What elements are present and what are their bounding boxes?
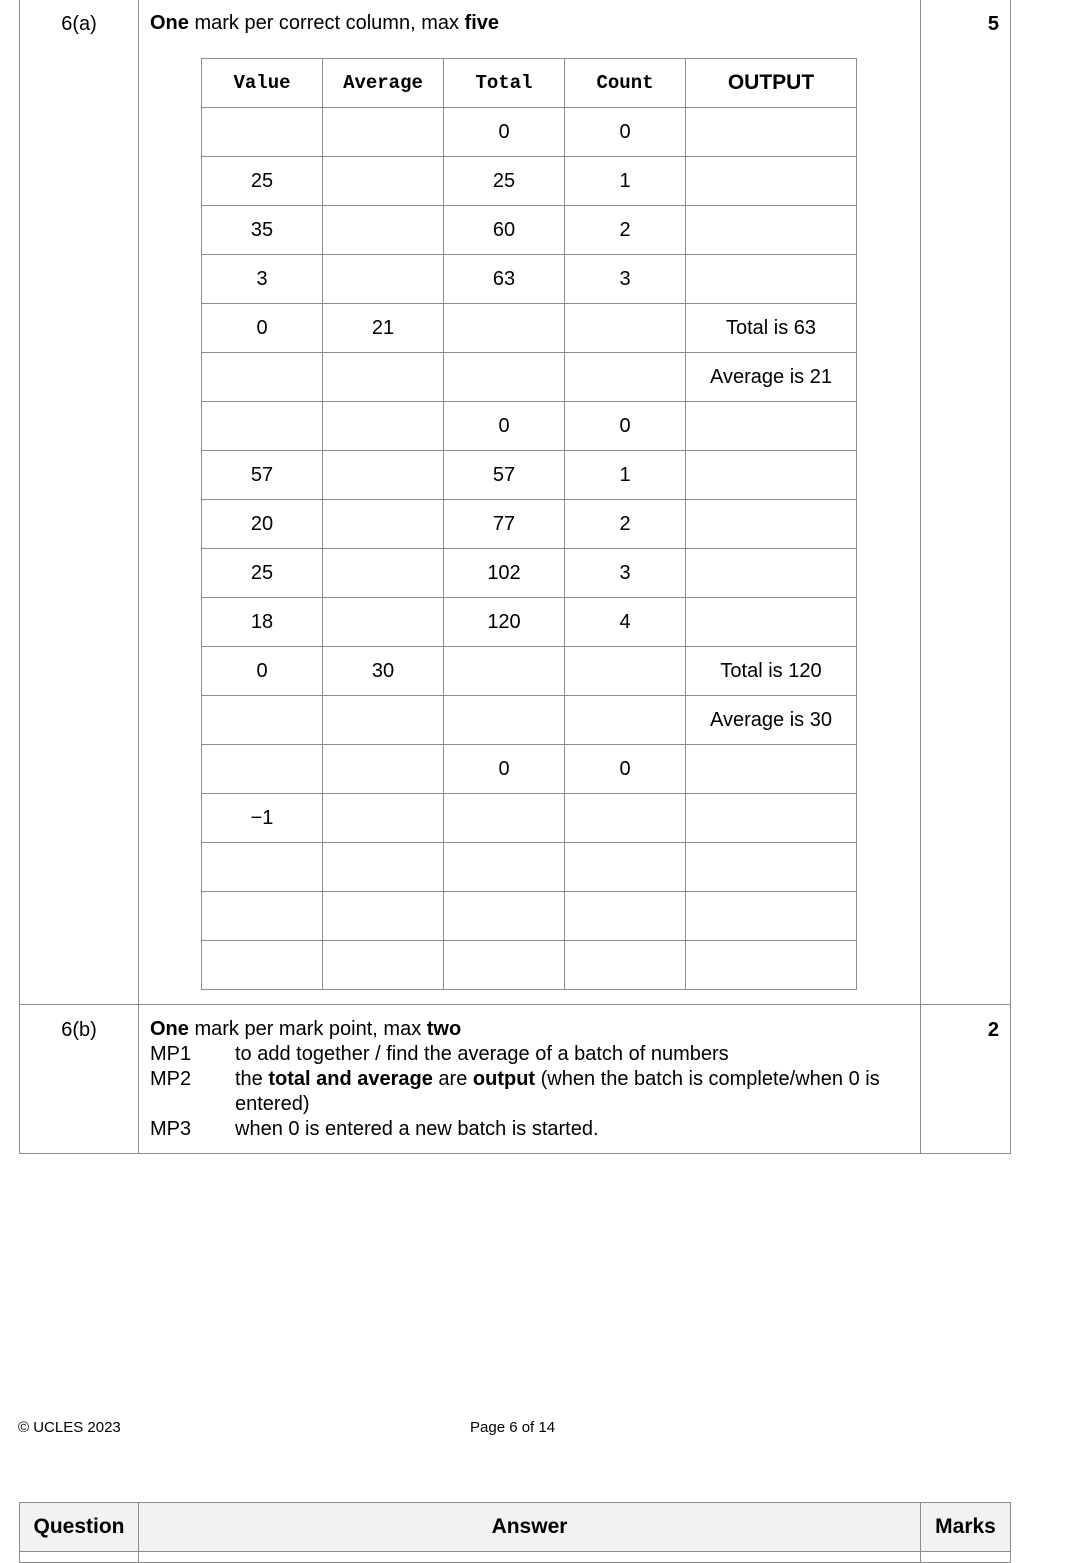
trace-row <box>202 892 857 941</box>
trace-cell-count: 0 <box>565 745 686 794</box>
header-count: Count <box>565 59 686 108</box>
page-number: Page 6 of 14 <box>470 1419 556 1436</box>
header-total: Total <box>444 59 565 108</box>
header-question: Question <box>20 1503 139 1552</box>
trace-cell-output <box>686 451 857 500</box>
trace-cell-value: 3 <box>202 255 323 304</box>
trace-cell-output <box>686 402 857 451</box>
mark-point-id: MP1 <box>150 1043 192 1065</box>
mark-point-text: when 0 is entered a new batch is started. <box>235 1118 599 1140</box>
trace-cell-total: 60 <box>444 206 565 255</box>
instruction-bold-max: five <box>464 12 499 34</box>
trace-cell-total <box>444 794 565 843</box>
trace-cell-output: Total is 63 <box>686 304 857 353</box>
trace-cell-output <box>686 598 857 647</box>
header-average: Average <box>323 59 444 108</box>
header-spacer-row <box>20 1552 1011 1563</box>
trace-cell-value: 0 <box>202 647 323 696</box>
trace-cell-value: 0 <box>202 304 323 353</box>
trace-cell-average <box>323 402 444 451</box>
trace-cell-average <box>323 598 444 647</box>
trace-row <box>202 745 857 794</box>
mark-point-3 <box>150 1117 920 1142</box>
trace-cell-average: 21 <box>323 304 444 353</box>
trace-row <box>202 451 857 500</box>
spacer-cell <box>20 1552 139 1563</box>
answer-cell <box>139 1005 921 1154</box>
mp2-bold-d: output <box>472 1068 536 1090</box>
question-cell <box>20 0 139 1005</box>
trace-cell-total: 77 <box>444 500 565 549</box>
mark-point-id: MP3 <box>150 1118 192 1140</box>
trace-cell-average <box>323 353 444 402</box>
mark-point-text: to add together / find the average of a batch of numbers <box>235 1043 729 1065</box>
mark-point-1 <box>150 1042 920 1067</box>
trace-row <box>202 647 857 696</box>
trace-cell-output <box>686 108 857 157</box>
question-label: 6(a) <box>61 13 97 35</box>
question-6b-row <box>20 1005 1011 1154</box>
trace-cell-total <box>444 353 565 402</box>
mp2-text-c: are <box>432 1068 473 1090</box>
trace-cell-count: 0 <box>565 402 686 451</box>
answer-cell <box>139 0 921 1005</box>
trace-cell-average <box>323 451 444 500</box>
trace-row <box>202 794 857 843</box>
trace-cell-count: 3 <box>565 549 686 598</box>
trace-cell-output <box>686 157 857 206</box>
trace-cell-count: 2 <box>565 500 686 549</box>
trace-cell-value: 20 <box>202 500 323 549</box>
trace-row <box>202 843 857 892</box>
trace-cell-value <box>202 108 323 157</box>
marks-cell <box>921 0 1011 1005</box>
trace-cell-total: 0 <box>444 108 565 157</box>
trace-cell-average <box>323 794 444 843</box>
mark-point-text <box>235 1067 920 1117</box>
trace-row <box>202 696 857 745</box>
mark-point-id: MP2 <box>150 1068 192 1090</box>
trace-cell-output: Average is 30 <box>686 696 857 745</box>
trace-cell-output <box>686 941 857 990</box>
instruction-text: mark per correct column, max <box>188 12 465 34</box>
trace-cell-value: 25 <box>202 549 323 598</box>
trace-row <box>202 108 857 157</box>
trace-cell-count <box>565 794 686 843</box>
trace-cell-count <box>565 941 686 990</box>
instruction-text: mark per mark point, max <box>188 1018 427 1040</box>
trace-cell-total: 102 <box>444 549 565 598</box>
trace-cell-count: 0 <box>565 108 686 157</box>
question-6a-row <box>20 0 1011 1005</box>
trace-cell-output: Total is 120 <box>686 647 857 696</box>
mark-scheme-table <box>19 0 1011 1154</box>
trace-cell-average <box>323 696 444 745</box>
trace-cell-output <box>686 794 857 843</box>
header-value: Value <box>202 59 323 108</box>
marks-value: 5 <box>987 13 999 35</box>
trace-cell-value <box>202 843 323 892</box>
trace-cell-average <box>323 941 444 990</box>
marks-cell <box>921 1005 1011 1154</box>
trace-cell-average: 30 <box>323 647 444 696</box>
mp2-text-a: the <box>235 1068 269 1090</box>
header-marks: Marks <box>921 1503 1011 1552</box>
trace-cell-output <box>686 745 857 794</box>
trace-row <box>202 255 857 304</box>
instruction-bold-max: two <box>426 1018 462 1040</box>
trace-row <box>202 500 857 549</box>
copyright: © UCLES 2023 <box>18 1419 121 1436</box>
trace-cell-average <box>323 500 444 549</box>
trace-cell-count: 1 <box>565 451 686 500</box>
trace-cell-count <box>565 353 686 402</box>
trace-cell-average <box>323 206 444 255</box>
mark-point-2 <box>150 1067 920 1117</box>
trace-cell-value <box>202 941 323 990</box>
trace-cell-average <box>323 549 444 598</box>
header-output: OUTPUT <box>686 59 857 108</box>
trace-cell-count: 2 <box>565 206 686 255</box>
trace-cell-count: 3 <box>565 255 686 304</box>
trace-cell-count <box>565 892 686 941</box>
trace-cell-output <box>686 255 857 304</box>
marking-instruction <box>139 0 920 35</box>
instruction-bold-one: One <box>150 12 189 34</box>
trace-cell-value <box>202 402 323 451</box>
trace-row <box>202 353 857 402</box>
trace-cell-value <box>202 353 323 402</box>
trace-cell-average <box>323 255 444 304</box>
next-page-header <box>19 1502 1011 1563</box>
trace-cell-total <box>444 696 565 745</box>
spacer-cell <box>139 1552 921 1563</box>
trace-cell-value: 25 <box>202 157 323 206</box>
trace-cell-count <box>565 304 686 353</box>
mark-points <box>139 1005 920 1142</box>
header-row <box>20 1503 1011 1552</box>
trace-cell-output <box>686 843 857 892</box>
trace-row <box>202 598 857 647</box>
trace-cell-average <box>323 108 444 157</box>
trace-cell-output: Average is 21 <box>686 353 857 402</box>
trace-cell-value <box>202 696 323 745</box>
marking-instruction <box>150 1017 920 1042</box>
trace-cell-total <box>444 941 565 990</box>
trace-cell-value: −1 <box>202 794 323 843</box>
trace-cell-average <box>323 157 444 206</box>
trace-cell-count: 1 <box>565 157 686 206</box>
trace-row <box>202 206 857 255</box>
trace-cell-value: 18 <box>202 598 323 647</box>
trace-cell-total <box>444 647 565 696</box>
trace-cell-count <box>565 843 686 892</box>
trace-cell-total <box>444 892 565 941</box>
trace-cell-average <box>323 892 444 941</box>
trace-cell-count <box>565 647 686 696</box>
trace-cell-output <box>686 892 857 941</box>
trace-cell-value <box>202 745 323 794</box>
trace-cell-value: 35 <box>202 206 323 255</box>
mp2-bold-b: total and average <box>268 1068 433 1090</box>
trace-cell-average <box>323 843 444 892</box>
trace-cell-total: 0 <box>444 745 565 794</box>
spacer-cell <box>921 1552 1011 1563</box>
trace-cell-total: 57 <box>444 451 565 500</box>
header-answer: Answer <box>139 1503 921 1552</box>
trace-cell-total: 0 <box>444 402 565 451</box>
trace-row <box>202 304 857 353</box>
trace-row <box>202 941 857 990</box>
trace-row <box>202 402 857 451</box>
trace-row <box>202 549 857 598</box>
trace-body <box>202 108 857 990</box>
trace-cell-count: 4 <box>565 598 686 647</box>
trace-cell-value: 57 <box>202 451 323 500</box>
question-label: 6(b) <box>61 1019 97 1041</box>
marks-value: 2 <box>987 1019 999 1041</box>
trace-cell-average <box>323 745 444 794</box>
question-cell <box>20 1005 139 1154</box>
trace-cell-output <box>686 206 857 255</box>
trace-row <box>202 157 857 206</box>
trace-cell-total <box>444 304 565 353</box>
trace-cell-total: 25 <box>444 157 565 206</box>
trace-cell-value <box>202 892 323 941</box>
trace-cell-total: 120 <box>444 598 565 647</box>
trace-cell-total <box>444 843 565 892</box>
trace-header-row <box>202 59 857 108</box>
trace-table <box>201 58 857 990</box>
mp2-text-e: (when the batch is complete/when 0 is entered) <box>235 1068 880 1115</box>
trace-cell-output <box>686 549 857 598</box>
trace-cell-count <box>565 696 686 745</box>
instruction-bold-one: One <box>150 1018 189 1040</box>
trace-cell-output <box>686 500 857 549</box>
trace-cell-total: 63 <box>444 255 565 304</box>
